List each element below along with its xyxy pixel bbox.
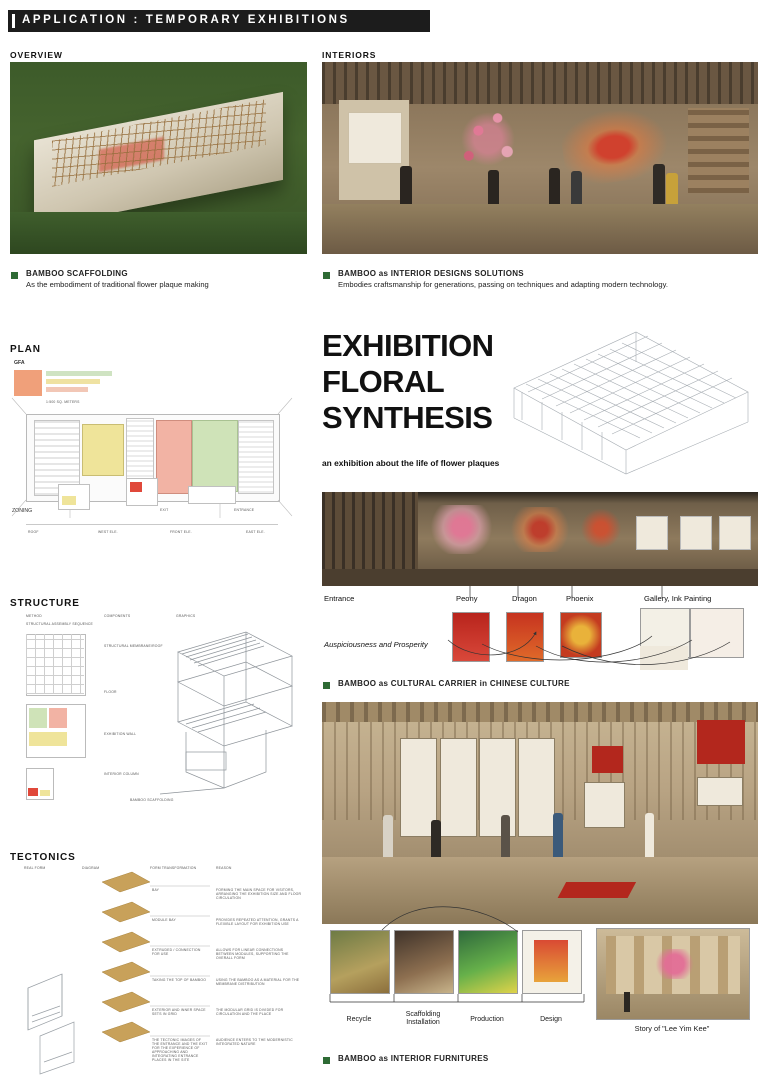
tectonics-reason-5: AUDIENCE ENTERS TO THE MODERNISTIC INTEGRATED NATURE <box>216 1038 293 1046</box>
interiors-render-image <box>322 62 758 254</box>
caption-4 <box>338 1054 698 1065</box>
tectonics-col-reason: REASON <box>216 866 232 870</box>
hall-wall-frame <box>697 777 743 806</box>
furniture-hall-image <box>322 702 758 924</box>
caption-3-title: BAMBOO as CULTURAL CARRIER in CHINESE CULTURE <box>338 679 570 688</box>
gallery-dragon-installation <box>505 507 575 552</box>
structure-drawing <box>10 612 307 812</box>
plan-scale-note: 1:500 SQ. METERS <box>46 400 80 404</box>
zoning-thumb-1-fill <box>62 496 76 505</box>
render-bamboo-shelf <box>688 108 749 192</box>
title-tick-icon <box>12 14 15 28</box>
exhibition-title-line-2: FLORAL <box>322 364 445 399</box>
structure-col-method: METHOD <box>26 614 42 618</box>
plan-drawing <box>10 358 307 554</box>
exhibition-subtitle: an exhibition about the life of flower plaques <box>322 458 500 468</box>
tectonics-reason-2: ALLOWS FOR LINEAR CONNECTIONS BETWEEN MODULES, SUPPORTING THE OVERALL FORM <box>216 948 289 960</box>
hall-display-panel <box>440 738 477 838</box>
elevation-baseline <box>26 524 278 525</box>
story-image <box>596 928 750 1020</box>
bullet-square-1 <box>11 272 18 279</box>
zone-label-gallery: Gallery, Ink Painting <box>644 594 712 603</box>
tectonics-drawing <box>10 866 307 1076</box>
hall-red-banner <box>592 746 623 773</box>
tectonics-reason-0: FORMING THE MAIN SPACE FOR VISITORS, ARRANGING THE EXHIBITION SIZE AND FLOOR CIRCULATION <box>216 888 302 900</box>
render-wall-poster <box>348 112 402 164</box>
tectonics-form-1: MODULE BAY <box>152 918 176 922</box>
plan-label-entrance: ENTRANCE <box>234 508 255 512</box>
cultural-diagram-arrows <box>322 584 758 676</box>
caption-1-title: BAMBOO SCAFFOLDING <box>26 269 128 278</box>
plan-zoning-label: ZONING <box>12 508 33 514</box>
title-bar-spacer <box>430 10 760 32</box>
render-visitor <box>653 164 664 204</box>
zone-label-phoenix: Phoenix <box>566 594 594 603</box>
section-label-plan: PLAN <box>10 344 41 355</box>
hall-red-rug <box>558 882 636 898</box>
elevation-label-front: FRONT ELE. <box>170 530 192 534</box>
elevation-label-west: WEST ELE. <box>98 530 118 534</box>
tectonics-form-3: TAKING THE TOP OF BAMBOO <box>152 978 207 982</box>
tectonics-reason-1: PROVIDES REPEATED ATTENTION, GRANTS A FLEXIBLE LAYOUT FOR EXHIBITION USE <box>216 918 299 926</box>
elevation-label-east: EAST ELE. <box>246 530 265 534</box>
story-label: Story of "Lee Yim Kee" <box>634 1024 710 1033</box>
render-visitor <box>549 168 560 204</box>
structure-row-1: STRUCTURAL MEMBRANE/ROOF <box>104 644 163 648</box>
hall-visitor <box>553 813 563 857</box>
structure-row-4: INTERIOR COLUMN <box>104 772 139 776</box>
zone-label-peony: Peony <box>456 594 478 603</box>
zone-label-dragon: Dragon <box>512 594 537 603</box>
zone-label-entrance: Entrance <box>324 594 355 603</box>
structure-column-note: BAMBOO SCAFFOLDING <box>130 798 174 802</box>
hall-visitor <box>645 813 655 857</box>
hall-visitor <box>501 815 511 857</box>
render-floor <box>322 204 758 254</box>
story-visitor <box>624 992 630 1012</box>
zoning-thumb-2-fill <box>130 482 142 492</box>
caption-3 <box>338 679 698 690</box>
caption-4-title: BAMBOO as INTERIOR FURNITURES <box>338 1054 489 1063</box>
gallery-phoenix-installation <box>575 509 627 548</box>
cultural-gallery-image <box>322 492 758 586</box>
gallery-ink-painting-1 <box>636 516 669 550</box>
tectonics-col-diagram: DIAGRAM <box>82 866 100 870</box>
exhibition-title-line-1: EXHIBITION <box>322 328 494 363</box>
bullet-square-4 <box>323 1057 330 1064</box>
hall-display-panel <box>479 738 516 838</box>
section-label-overview: OVERVIEW <box>10 50 63 60</box>
structure-col-graphics: GRAPHICS <box>176 614 196 618</box>
plan-legend-title: GFA <box>14 360 25 366</box>
render-ceiling-beams <box>322 62 758 104</box>
hall-visitor <box>431 820 441 858</box>
hall-wall-frame <box>584 782 625 828</box>
process-label-design: Design <box>540 1016 562 1023</box>
story-blossom <box>652 949 698 980</box>
render-red-canopy <box>99 136 164 172</box>
plan-label-exit: EXIT <box>160 508 169 512</box>
elevation-label-roof: ROOF <box>28 530 39 534</box>
caption-2 <box>338 269 668 290</box>
process-label-production: Production <box>470 1016 504 1023</box>
tectonics-form-2: EXTRUDED / CONNECTION FOR USE <box>152 948 201 956</box>
zoning-thumb-3 <box>188 486 236 504</box>
render-visitor <box>488 170 499 205</box>
tectonics-col-real: REAL FORM <box>24 866 46 870</box>
section-label-structure: STRUCTURE <box>10 598 80 609</box>
section-label-tectonics: TECTONICS <box>10 852 76 863</box>
tectonics-reason-4: THE MODULAR GRID IS DIVIDED FOR CIRCULATION AND THE PLACE <box>216 1008 284 1016</box>
exhibition-axonometric-wireframe <box>498 322 760 472</box>
exhibition-title-line-3: SYNTHESIS <box>322 400 493 435</box>
gallery-ink-painting-3 <box>719 516 752 550</box>
hall-ceiling-beams <box>322 702 758 722</box>
gallery-ink-painting-2 <box>680 516 713 550</box>
structure-row-2: FLOOR <box>104 690 117 694</box>
hall-visitor <box>383 815 393 857</box>
render-ground <box>10 212 307 254</box>
bullet-square-3 <box>323 682 330 689</box>
structure-note: STRUCTURAL ASSEMBLY SEQUENCE <box>26 622 93 626</box>
structure-row-3: EXHIBITION WALL <box>104 732 137 736</box>
tectonics-form-4: EXTERIOR AND INNER SPACE SETS IN GRID <box>152 1008 206 1016</box>
tectonics-col-form: FORM TRANSFORMATION <box>150 866 197 870</box>
structure-axonometric <box>10 612 307 812</box>
tectonics-form-5: THE TECTONIC IMAGES OF THE ENTRANCE AND THE EXIT FOR THE EXPERIENCE OF APPROACHING AND INTEGRATING ENTRANCE PLACES IN THE SITE <box>152 1038 208 1062</box>
tectonics-reason-3: USING THE BAMBOO AS A MATERIAL FOR THE MEMBRANE DISTRIBUTION <box>216 978 300 986</box>
structure-col-components: COMPONENTS <box>104 614 131 618</box>
gallery-peony-installation <box>427 505 497 554</box>
caption-2-body: Embodies craftsmanship for generations, passing on techniques and adapting modern technology. <box>338 279 668 289</box>
caption-2-title: BAMBOO as INTERIOR DESIGNS SOLUTIONS <box>338 269 524 278</box>
render-visitor <box>666 173 677 204</box>
tectonics-form-0: BAY <box>152 888 160 892</box>
process-label-recycle: Recycle <box>346 1016 372 1023</box>
render-blossom-installation <box>440 97 536 181</box>
hall-red-signboard <box>697 720 745 764</box>
overview-render-image <box>10 62 307 254</box>
theme-label-auspiciousness: Auspiciousness and Prosperity <box>324 640 428 649</box>
render-visitor <box>571 171 582 204</box>
process-label-scaffolding: Scaffolding Installation <box>405 1011 441 1027</box>
render-visitor <box>400 166 411 204</box>
board-title: APPLICATION : TEMPORARY EXHIBITIONS <box>22 14 350 26</box>
caption-1 <box>26 269 306 290</box>
caption-1-body: As the embodiment of traditional flower plaque making <box>26 279 209 289</box>
bullet-square-2 <box>323 272 330 279</box>
hall-floor <box>322 857 758 924</box>
hall-display-panel <box>518 738 555 838</box>
section-label-interiors: INTERIORS <box>322 50 377 60</box>
